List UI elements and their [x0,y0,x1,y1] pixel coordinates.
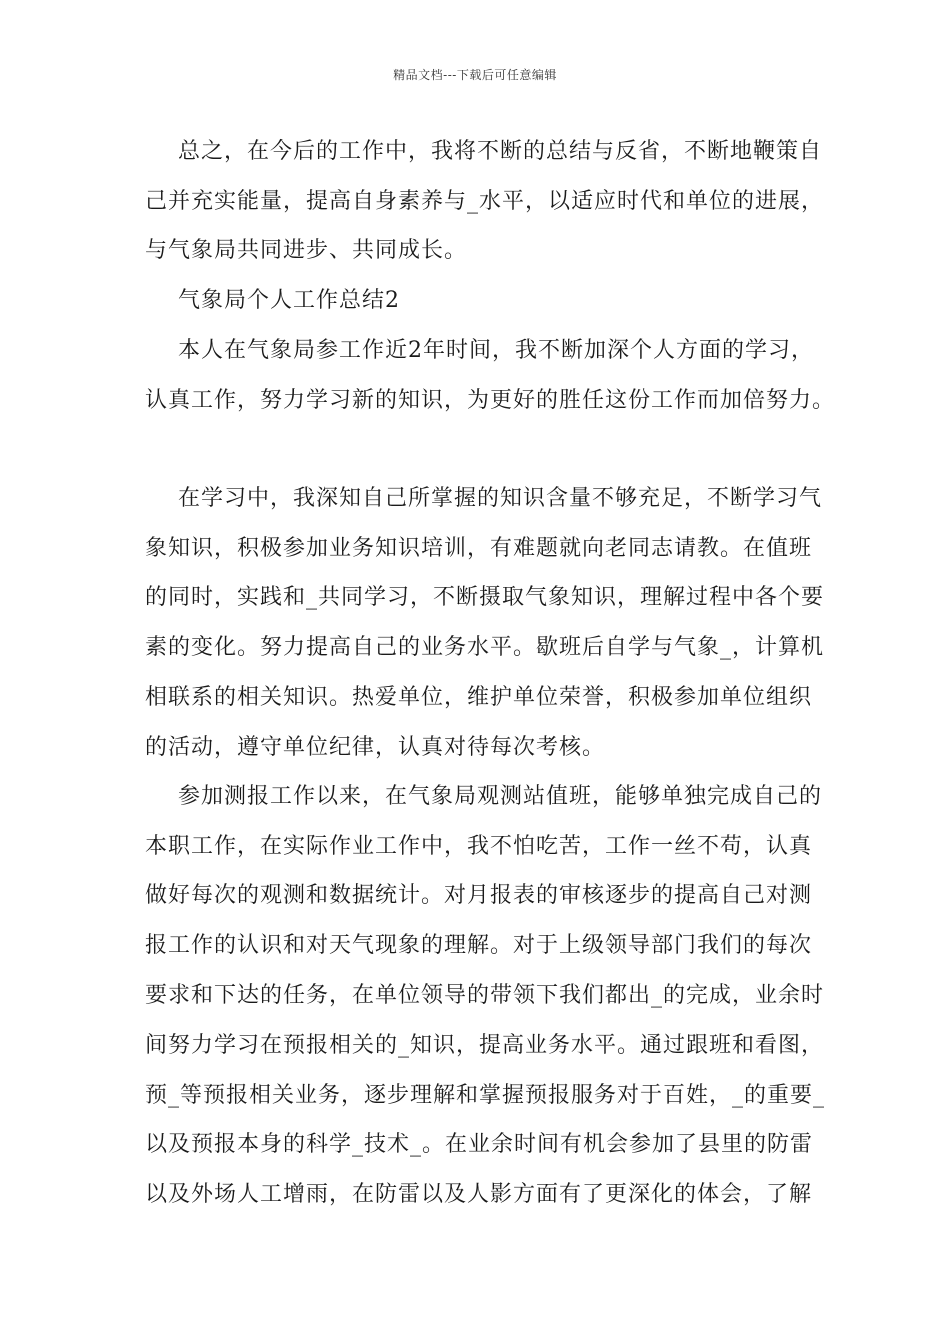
paragraph-line: 素的变化。努力提高自己的业务水平。歇班后自学与气象_，计算机 [145,635,825,660]
paragraph-line: 预_等预报相关业务，逐步理解和掌握预报服务对于百姓，_的重要_ [145,1083,826,1108]
paragraph-line: 认真工作，努力学习新的知识，为更好的胜任这份工作而加倍努力。 [145,388,836,413]
paragraph-line: 己并充实能量，提高自身素养与_水平，以适应时代和单位的进展， [145,189,825,214]
page-header: 精品文档---下载后可任意编辑 [393,68,557,82]
paragraph-line: 的活动，遵守单位纪律，认真对待每次考核。 [145,735,606,760]
paragraph-line: 的同时，实践和_共同学习，不断摄取气象知识，理解过程中各个要 [145,585,825,610]
paragraph-line: 本职工作，在实际作业工作中，我不怕吃苦，工作一丝不苟，认真 [145,834,813,859]
paragraph-line: 做好每次的观测和数据统计。对月报表的审核逐步的提高自己对测 [145,883,813,908]
paragraph-line: 象知识，积极参加业务知识培训，有难题就向老同志请教。在值班 [145,536,813,561]
paragraph-line: 参加测报工作以来，在气象局观测站值班，能够单独完成自己的 [178,784,823,809]
paragraph-line: 要求和下达的任务，在单位领导的带领下我们都出_的完成，业余时 [145,983,825,1008]
section-heading: 气象局个人工作总结2 [178,288,400,313]
paragraph-line: 以及外场人工增雨，在防雷以及人影方面有了更深化的体会，了解 [145,1182,813,1207]
paragraph-line: 间努力学习在预报相关的_知识，提高业务水平。通过跟班和看图， [145,1033,825,1058]
paragraph-line: 总之，在今后的工作中，我将不断的总结与反省，不断地鞭策自 [178,139,823,164]
paragraph-line: 与气象局共同进步、共同成长。 [145,238,468,263]
paragraph-line: 在学习中，我深知自己所掌握的知识含量不够充足，不断学习气 [178,486,823,511]
paragraph-line: 相联系的相关知识。热爱单位，维护单位荣誉，积极参加单位组织 [145,685,813,710]
paragraph-line: 本人在气象局参工作近2年时间，我不断加深个人方面的学习， [178,338,814,363]
paragraph-line: 报工作的认识和对天气现象的理解。对于上级领导部门我们的每次 [145,933,813,958]
paragraph-line: 以及预报本身的科学_技术_。在业余时间有机会参加了县里的防雷 [145,1132,814,1157]
